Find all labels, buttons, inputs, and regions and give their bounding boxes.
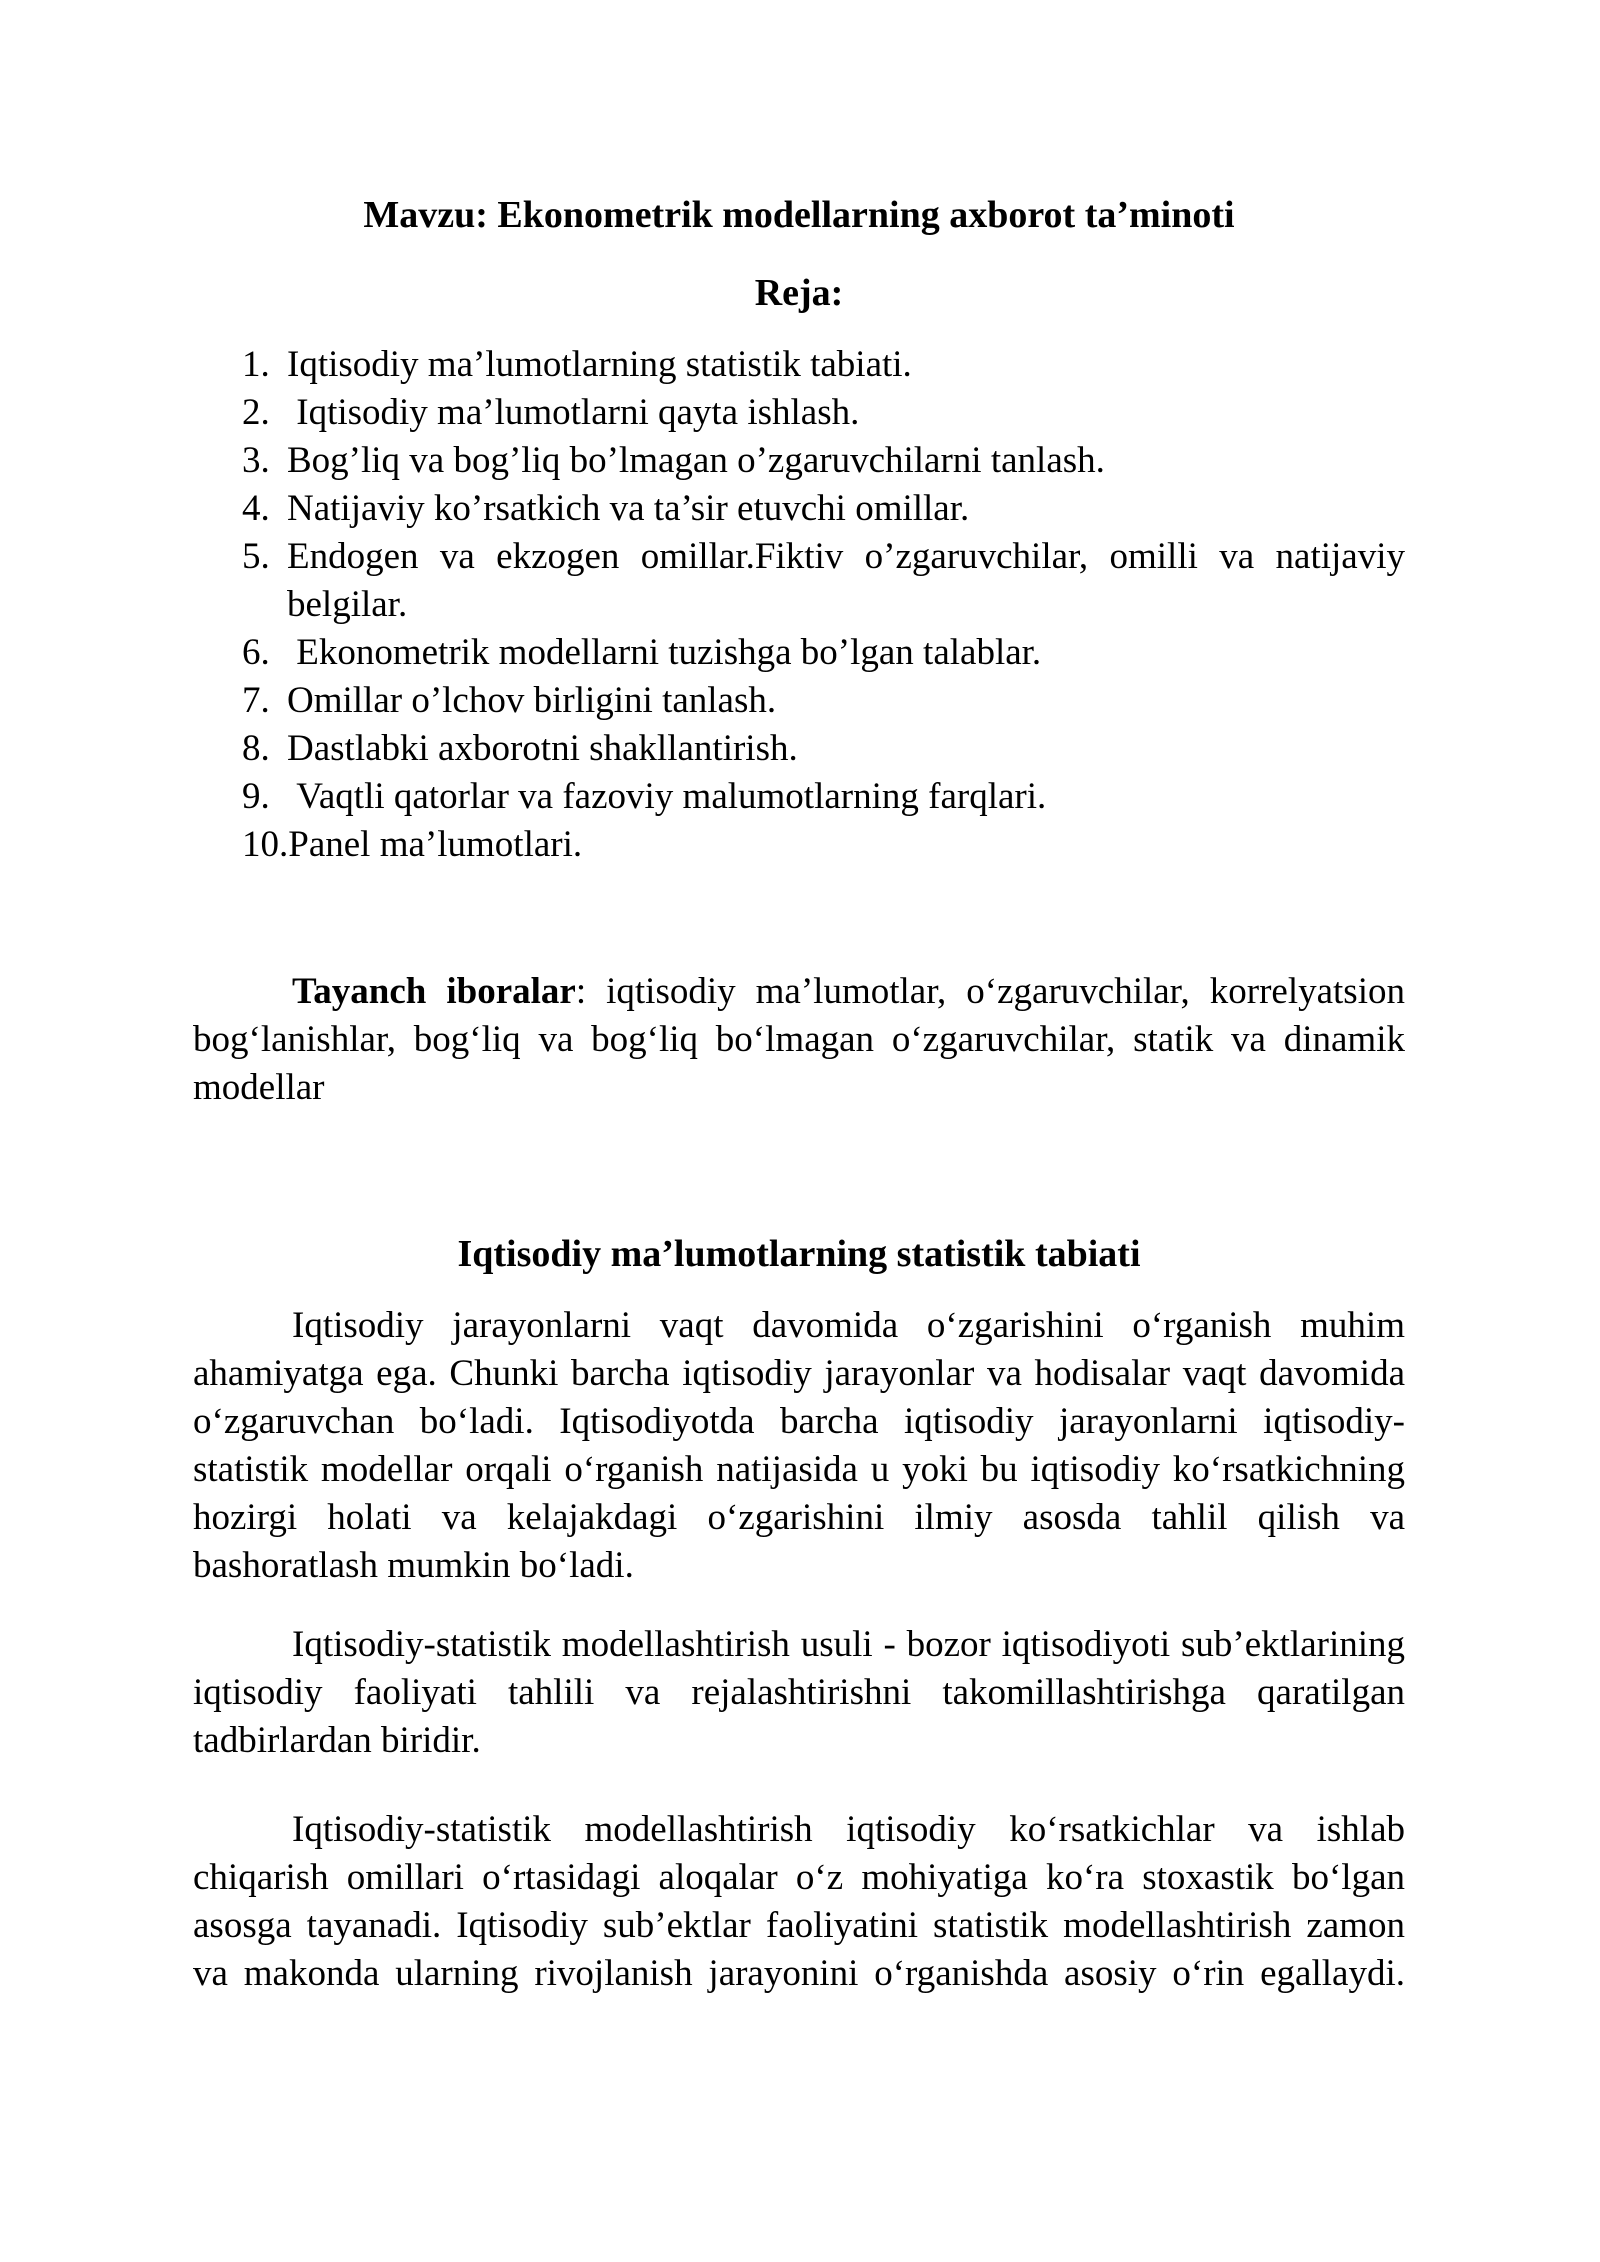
list-item	[193, 773, 1405, 821]
list-item	[193, 485, 1405, 533]
paragraph-line: hozirgi holati va kelajakdagi o‘zgarishini ilmiy asosda tahlil qilish va	[193, 1497, 1405, 1538]
paragraph-line: ahamiyatga ega. Chunki barcha iqtisodiy jarayonlar va hodisalar vaqt davomida	[193, 1353, 1405, 1394]
keywords-text: modellar	[193, 1067, 325, 1108]
list-item	[193, 341, 1405, 389]
paragraph-line: tadbirlardan biridir.	[193, 1720, 481, 1761]
list-item-text: Dastlabki axborotni shakllantirish.	[287, 728, 798, 769]
section-heading: Iqtisodiy ma’lumotlarning statistik tabiati	[457, 1233, 1141, 1275]
paragraph-line: o‘zgaruvchan bo‘ladi. Iqtisodiyotda barcha iqtisodiy jarayonlarni iqtisodiy-	[193, 1401, 1405, 1442]
keywords-line	[193, 968, 1405, 1016]
list-item-number: 2.	[242, 392, 270, 433]
paragraph-line: Iqtisodiy jarayonlarni vaqt davomida o‘zgarishini o‘rganish muhim	[292, 1305, 1405, 1346]
keywords-line	[193, 1064, 1405, 1112]
list-item-number: 3.	[242, 440, 270, 481]
list-item-number: 7.	[242, 680, 270, 721]
paragraph-line: asosga tayanadi. Iqtisodiy sub’ektlar faoliyatini statistik modellashtirish zamon	[193, 1905, 1405, 1946]
paragraph-line: iqtisodiy faoliyati tahlili va rejalashtirishni takomillashtirishga qaratilgan	[193, 1672, 1405, 1713]
list-item	[193, 389, 1405, 437]
list-item	[193, 437, 1405, 485]
keywords-paragraph	[193, 968, 1405, 1112]
list-item-text: Endogen va ekzogen omillar.Fiktiv o’zgaruvchilar, omilli va natijaviy	[287, 536, 1405, 577]
list-item-line	[193, 773, 1405, 821]
list-item-text: Omillar o’lchov birligini tanlash.	[287, 680, 777, 721]
list-item-text: Iqtisodiy ma’lumotlarni qayta ishlash.	[287, 392, 860, 433]
paragraph-line: va makonda ularning rivojlanish jarayonini o‘rganishda asosiy o‘rin egallaydi.	[193, 1953, 1405, 1994]
list-item-text: Vaqtli qatorlar va fazoviy malumotlarning farqlari.	[287, 776, 1047, 817]
paragraph-line: Iqtisodiy-statistik modellashtirish iqtisodiy ko‘rsatkichlar va ishlab	[292, 1809, 1405, 1850]
list-item-line	[193, 341, 1405, 389]
list-item	[193, 533, 1405, 629]
list-item	[193, 725, 1405, 773]
list-item-line	[193, 725, 1405, 773]
list-item-number: 8.	[242, 728, 270, 769]
paragraph	[193, 1621, 1405, 1765]
list-item-text: Natijaviy ko’rsatkich va ta’sir etuvchi omillar.	[287, 488, 970, 529]
list-item-number: 5.	[242, 536, 270, 577]
paragraph	[193, 1302, 1405, 1590]
list-item-number: 1.	[242, 344, 270, 385]
keywords-line	[193, 1016, 1405, 1064]
list-item-line	[193, 533, 1405, 581]
body-paragraphs	[193, 1302, 1405, 1998]
list-item	[193, 821, 1405, 869]
page-title: Mavzu: Ekonometrik modellarning axborot ta’minoti	[363, 194, 1235, 236]
paragraph-line: statistik modellar orqali o‘rganish natijasida u yoki bu iqtisodiy ko‘rsatkichning	[193, 1449, 1405, 1490]
keywords-text: : iqtisodiy ma’lumotlar, o‘zgaruvchilar, korrelyatsion	[575, 971, 1405, 1012]
plan-heading: Reja:	[754, 272, 844, 314]
list-item	[193, 677, 1405, 725]
list-item-text: Ekonometrik modellarni tuzishga bo’lgan talablar.	[287, 632, 1042, 673]
list-item-number: 10.	[242, 824, 289, 865]
paragraph	[193, 1806, 1405, 1998]
paragraph-line: chiqarish omillari o‘rtasidagi aloqalar o‘z mohiyatiga ko‘ra stoxastik bo‘lgan	[193, 1857, 1405, 1898]
paragraph-line: bashoratlash mumkin bo‘ladi.	[193, 1545, 634, 1586]
list-item-text: Bog’liq va bog’liq bo’lmagan o’zgaruvchilarni tanlash.	[287, 440, 1105, 481]
list-item-number: 4.	[242, 488, 270, 529]
list-item-line	[193, 485, 1405, 533]
list-item-wrap-line: belgilar.	[287, 584, 408, 625]
list-item-line	[193, 629, 1405, 677]
list-item-number: 6.	[242, 632, 270, 673]
list-item	[193, 629, 1405, 677]
list-item-text: Iqtisodiy ma’lumotlarning statistik tabiati.	[287, 344, 912, 385]
list-item-line	[193, 389, 1405, 437]
list-item-number: 9.	[242, 776, 270, 817]
keywords-label: Tayanch iboralar	[292, 971, 576, 1012]
keywords-text: bog‘lanishlar, bog‘liq va bog‘liq bo‘lmagan o‘zgaruvchilar, statik va dinamik	[193, 1019, 1405, 1060]
paragraph-line: Iqtisodiy-statistik modellashtirish usuli - bozor iqtisodiyoti sub’ektlarining	[292, 1624, 1405, 1665]
list-item-line	[193, 677, 1405, 725]
list-item-text: Panel ma’lumotlari.	[288, 824, 583, 865]
list-item-line	[193, 821, 1405, 869]
list-item-line	[193, 437, 1405, 485]
plan-list	[193, 341, 1405, 869]
